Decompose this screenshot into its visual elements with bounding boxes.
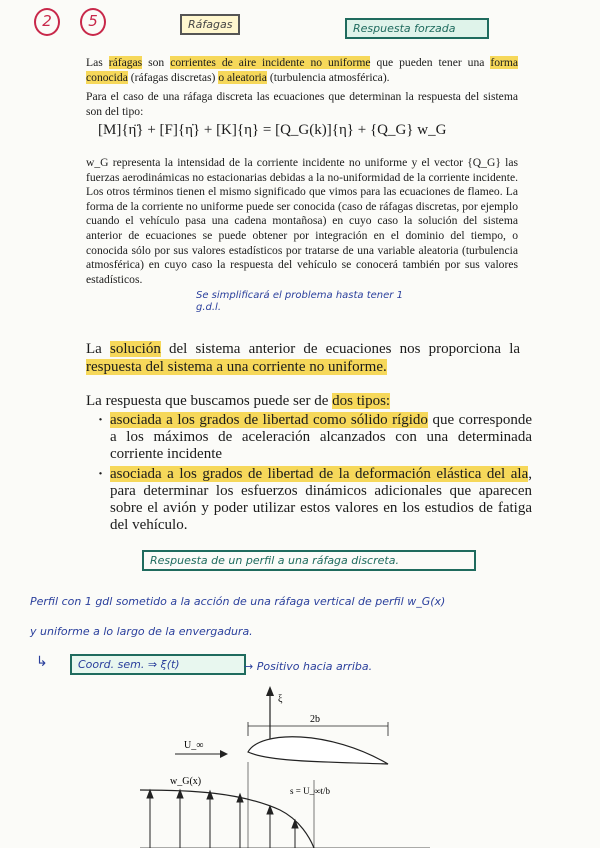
intro-paragraph-2: Para el caso de una ráfaga discreta las ecuaciones que determinan la respuesta del sistema son del tipo: [86, 90, 518, 118]
types-intro: La respuesta que buscamos puede ser de dos tipos: [86, 393, 391, 409]
xi-label: ξ [278, 694, 283, 705]
intro-paragraph-3: w_G representa la intensidad de la corriente incidente no uniforme y el vector {Q_G} las fuerzas aerodinámicas no estacionarias debidas a la no-uniformidad de la corriente incidente. Los otros términos tienen el mismo significado que vimos para las ecuaciones de flameo. La forma de la corriente no uniforme puede ser conocida (caso de ráfagas discretas, por ejemplo cuando el vehículo pasa una cadena montañosa) en cuyo caso la solución del sistema anterior de ecuaciones se puede obtener por integración en el dominio del tiempo, o conocida sólo por sus valores estadísticos por tratarse de una variable aleatoria (turbulencia atmosférica) en cuyo caso la respuesta del vehículo se conocerá también por sus valores estadísticos. [86, 156, 518, 286]
hand-line-1: Perfil con 1 gdl sometido a la acción de una ráfaga vertical de perfil w_G(x) [30, 595, 446, 608]
topic-box: Ráfagas [180, 14, 240, 35]
equation: [M]{η̈} + [F]{η̇} + [K]{η} = [Q_G(k)]{η} + {Q_G} w_G [98, 122, 447, 138]
gust-profile [140, 790, 314, 848]
list-item: · asociada a los grados de libertad de la deformación elástica del ala, para determinar los esfuerzos dinámicos adicionales que aparecen sobre el avión y poder utilizar estos valores en los estudios de fatiga del vehículo. [110, 466, 532, 534]
gust-label: w_G(x) [170, 776, 202, 787]
airfoil-shape [248, 737, 388, 764]
section-box: Respuesta de un perfil a una ráfaga discreta. [142, 550, 476, 571]
chord-label: 2b [310, 714, 320, 725]
airfoil-figure [130, 680, 430, 848]
hand-line-2: y uniforme a lo largo de la envergadura. [30, 625, 253, 638]
velocity-label: U_∞ [184, 740, 204, 751]
types-list [98, 412, 532, 537]
gust-arrows [147, 790, 298, 848]
annotation-circle-1: 2 [34, 8, 60, 36]
arrow-glyph: ↳ [36, 654, 48, 670]
response-box: Respuesta forzada [345, 18, 489, 39]
arrow-note: → Positivo hacia arriba. [244, 660, 373, 673]
solution-paragraph: La solución del sistema anterior de ecuaciones nos proporciona la respuesta del sistema a una corriente no uniforme. [86, 341, 521, 375]
annotation-circle-2: 5 [80, 8, 106, 36]
list-item: · asociada a los grados de libertad como sólido rígido que corresponde a los máximos de aceleración alcanzados con una determinada corriente incidente [110, 412, 532, 463]
coord-box: Coord. sem. ⇒ ξ(t) [70, 654, 246, 675]
distance-label: s = U_∞t/b [290, 786, 330, 796]
intro-paragraph: Las ráfagas son corrientes de aire incidente no uniforme que pueden tener una forma conocida (ráfagas discretas) o aleatoria (turbulencia atmosférica). [86, 56, 519, 84]
margin-note: Se simplificará el problema hasta tener 1 g.d.l. [196, 290, 403, 313]
